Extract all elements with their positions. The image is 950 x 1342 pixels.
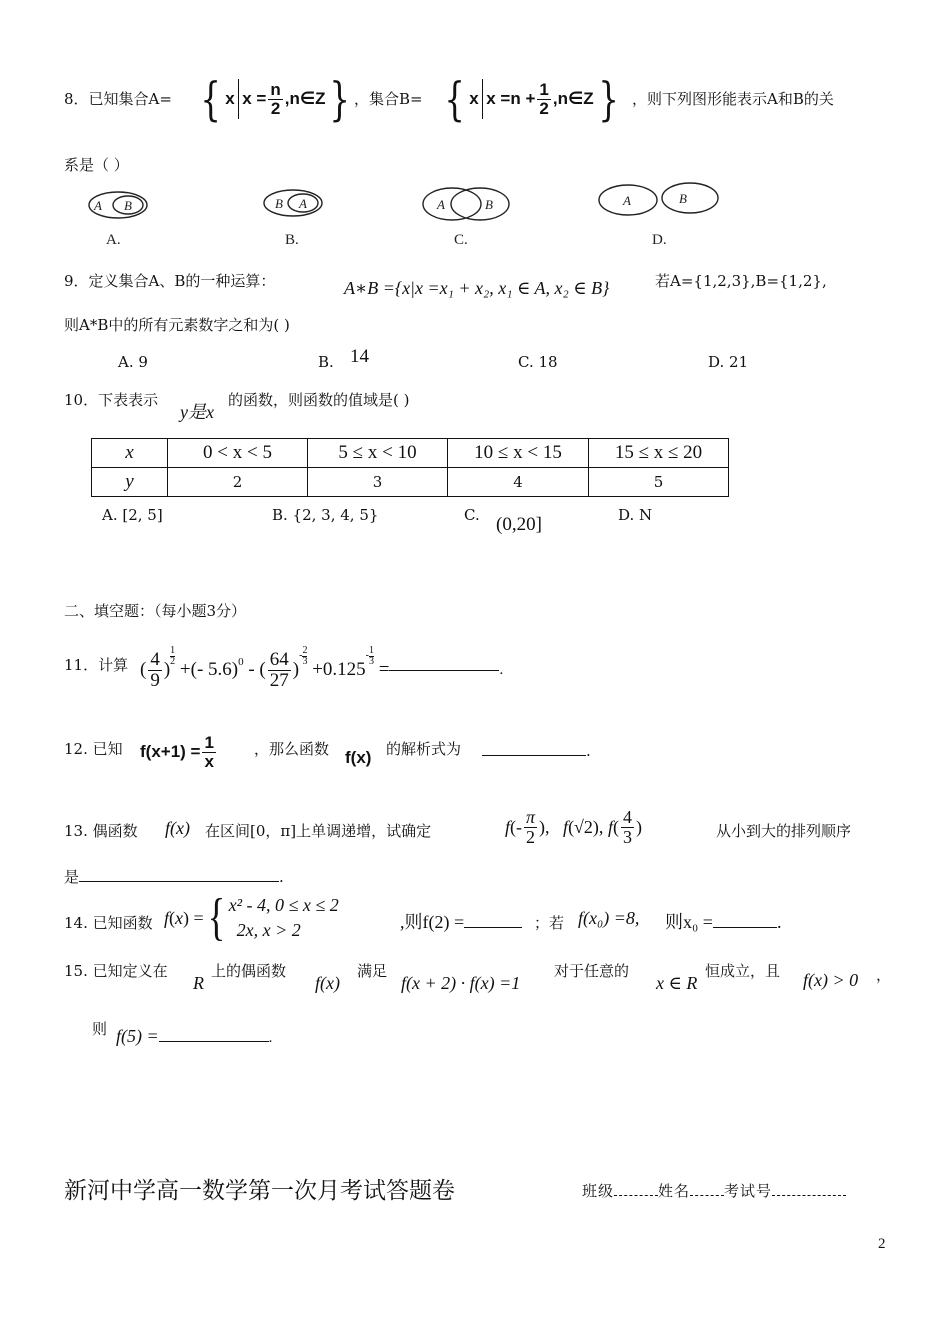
q8-end: ，则下列图形能表示A和B的关 [632, 90, 834, 108]
venn-b-inner-label: A [299, 196, 307, 211]
exam-no-label: 考试号 [724, 1182, 773, 1200]
q10-tail: 的函数，则函数的值域是( ) [228, 391, 410, 409]
q13-mid: 在区间[0，π]上单调递增，试确定 [205, 822, 432, 840]
q8-venn-figures [80, 180, 740, 252]
q8-set-a: { x x = $\frac{n}{2}$ ,n∈Z } [200, 72, 351, 126]
table-cell: y [92, 468, 168, 497]
q13-tail: 从小到大的排列顺序 [716, 822, 852, 840]
name-label: 姓名 [658, 1182, 691, 1200]
q8-mid: ，集合B= [354, 90, 423, 108]
class-blank[interactable] [614, 1181, 658, 1196]
q10-yx: y是x [180, 402, 214, 422]
q15-answer: f(5) = . [116, 1026, 273, 1046]
venn-a-inner-label: B [124, 198, 132, 213]
q12-answer-row: . [482, 738, 591, 760]
fraction: $\frac{n}{2}$ [270, 79, 281, 118]
section-heading: 二、填空题：（每小题3分） [64, 602, 247, 620]
q9-option-b: B. [318, 353, 334, 371]
answer-sheet-title: 新河中学高一数学第一次月考试答题卷 [64, 1178, 455, 1204]
brace-right: } [597, 72, 619, 126]
q15-xr: x ∈ R [656, 973, 698, 993]
exam-no-blank[interactable] [772, 1181, 846, 1196]
q14-mid2: ；若 [534, 914, 565, 932]
q14-answer1: ,则f(2) = [400, 908, 522, 934]
venn-b-outer-label: B [275, 196, 283, 211]
q8-line2: 系是（ ） [64, 156, 129, 174]
answer-blank[interactable] [159, 1027, 269, 1042]
brace-right: } [329, 72, 351, 126]
piece-1: x² - 4, 0 ≤ x ≤ 2 [228, 894, 339, 915]
answer-blank[interactable] [389, 670, 499, 671]
answer-sheet-fields [582, 1180, 846, 1201]
q9-option-c: C. 18 [518, 353, 558, 371]
page-number: 2 [878, 1236, 886, 1252]
table-cell: 15 ≤ x ≤ 20 [589, 439, 729, 468]
brace-left: { [444, 72, 465, 126]
brace-left: { [207, 889, 225, 946]
q12-expression: f(x+1) = $\frac{1}{x}$ [140, 733, 214, 771]
q14-piecewise: f ( x ) = { x² - 4, 0 ≤ x ≤ 2 2x, x > 2 [164, 889, 339, 946]
q13-fx: f(x) [165, 818, 190, 838]
answer-blank[interactable] [464, 910, 522, 928]
q10-option-a: A. [2, 5] [102, 506, 163, 524]
q13-label: 13. 偶函数 [64, 822, 138, 840]
q9-option-a: A. 9 [118, 353, 148, 371]
q9-option-b-value: 14 [350, 346, 369, 367]
q13-line2: 是 . [64, 864, 284, 887]
venn-option-a [89, 192, 147, 218]
set-bar [238, 79, 240, 119]
q15-pos: f(x) > 0 [803, 970, 859, 990]
table-row-y [92, 468, 729, 497]
table-cell: 5 ≤ x < 10 [308, 439, 448, 468]
q8-label: 8．已知集合A= [64, 90, 172, 108]
name-blank[interactable] [690, 1181, 724, 1196]
q12-fx: f(x) [345, 748, 372, 767]
venn-c-left-label: A [437, 197, 445, 212]
venn-option-c [423, 188, 509, 220]
q10-option-d: D. N [618, 506, 653, 524]
venn-caption-c: C. [454, 232, 468, 248]
q15-t4: 恒成立，且 [705, 962, 781, 980]
q15-then: 则 [92, 1020, 108, 1038]
answer-blank[interactable] [713, 910, 777, 928]
q9-label: 9．定义集合A、B的一种运算： [64, 272, 276, 290]
venn-caption-b: B. [285, 232, 299, 248]
q9-tail: 若A={1,2,3},B={1,2}, [655, 272, 827, 290]
venn-a-outer-label: A [94, 198, 102, 213]
q12-label: 12. 已知 [64, 740, 123, 758]
q10-option-c-value: (0,20] [496, 514, 542, 535]
q9-line2: 则A*B中的所有元素数字之和为( ) [64, 316, 290, 334]
q12-mid: ，那么函数 [254, 740, 330, 758]
q9-formula: A∗B ={x|x =x₁ + x₂, x₁ ∈ A, x₂ ∈ B} [344, 278, 610, 298]
table-cell: 5 [589, 468, 729, 497]
q14-answer2: 则x₀ = . [665, 912, 782, 932]
q15-t2: 满足 [357, 962, 388, 980]
q11-label: 11．计算 [64, 656, 129, 674]
q15-t3: 对于任意的 [554, 962, 630, 980]
q15-r: R [193, 973, 204, 993]
q12-tail: 的解析式为 [386, 740, 462, 758]
q15-fx: f(x) [315, 973, 340, 993]
fraction: $\frac{1}{2}$ [539, 79, 549, 118]
set-bar [482, 79, 484, 119]
q15-t1: 上的偶函数 [211, 962, 287, 980]
q10-option-c: C. [464, 506, 480, 524]
venn-option-b [264, 190, 322, 216]
venn-option-d [599, 183, 718, 215]
q14-mid3: f(x₀) =8, [578, 908, 640, 928]
table-cell: 4 [448, 468, 589, 497]
table-cell: 3 [308, 468, 448, 497]
table-row-x [92, 439, 729, 468]
answer-blank[interactable] [482, 738, 586, 756]
q8-set-b: { x x =n + $\frac{1}{2}$ ,n∈Z } [444, 72, 619, 126]
q13-values: f (- $\frac{\pi}{2}$ ), f (√2), f ( $\frac{4}{3}$ ) [505, 807, 642, 847]
q15-label: 15. 已知定义在 [64, 962, 168, 980]
venn-d-right-label: B [679, 191, 687, 206]
q15-comma: ， [876, 966, 892, 984]
q10-value-table [91, 438, 729, 497]
q10-label: 10．下表表示 [64, 391, 159, 409]
piece-2: 2x, x > 2 [236, 920, 301, 940]
q10-option-b: B. {2, 3, 4, 5} [272, 506, 379, 524]
table-cell: x [92, 439, 168, 468]
venn-d-left-label: A [623, 193, 631, 208]
answer-blank[interactable] [79, 864, 279, 882]
table-cell: 10 ≤ x < 15 [448, 439, 589, 468]
venn-caption-d: D. [652, 232, 667, 248]
q15-eq: f(x + 2) · f(x) =1 [401, 973, 521, 993]
venn-caption-a: A. [106, 232, 121, 248]
q9-option-d: D. 21 [708, 353, 749, 371]
q11-expression: ( $\frac{4}{9}$ ) 1 2 +(- 5.6) 0 - ( $\frac{64}{27}$ ) - 2 3 +0.125 - $\frac{1}{3}$ = . [140, 644, 504, 691]
q14-label: 14. 已知函数 [64, 914, 153, 932]
table-cell: 0 < x < 5 [168, 439, 308, 468]
brace-left: { [200, 72, 221, 126]
class-label: 班级 [582, 1182, 615, 1200]
table-cell: 2 [168, 468, 308, 497]
venn-c-right-label: B [485, 197, 493, 212]
